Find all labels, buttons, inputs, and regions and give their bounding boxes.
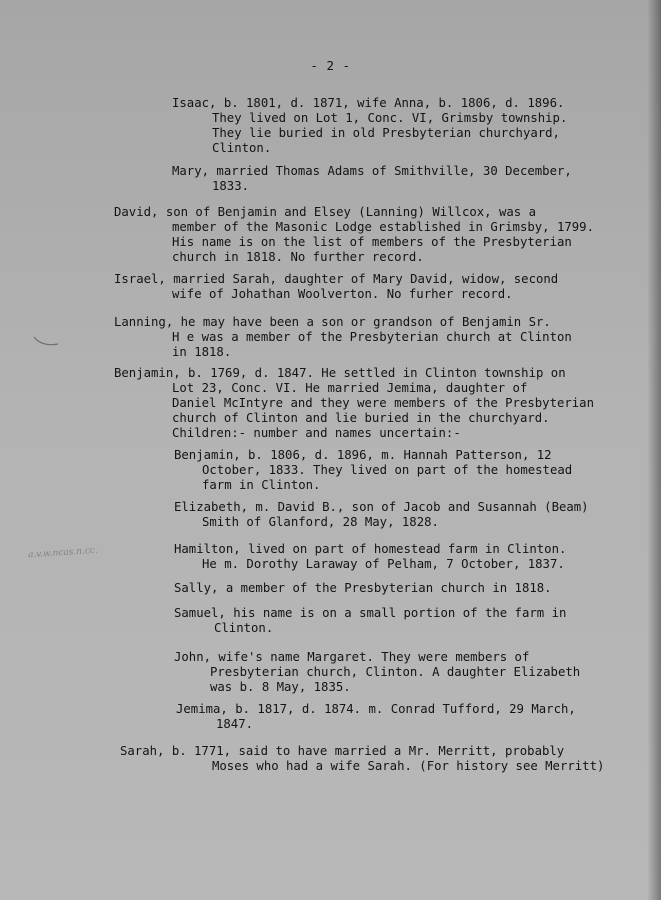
entry-line: Sarah, b. 1771, said to have married a Mr. Merritt, probably: [120, 744, 565, 758]
entry-line: member of the Masonic Lodge established in Grimsby, 1799.: [172, 220, 594, 234]
entry-line: church of Clinton and lie buried in the churchyard.: [172, 411, 550, 425]
entry-samuel: [174, 606, 566, 636]
entry-line: Samuel, his name is on a small portion of the farm in: [174, 606, 567, 620]
entry-line: John, wife's name Margaret. They were members of: [174, 650, 530, 664]
entry-line: Lanning, he may have been a son or grandson of Benjamin Sr.: [114, 315, 551, 329]
page-number: - 2 -: [310, 58, 351, 73]
entry-line: Children:- number and names uncertain:-: [172, 426, 461, 440]
entry-line: Mary, married Thomas Adams of Smithville, 30 December,: [172, 164, 572, 178]
entry-line: farm in Clinton.: [202, 478, 321, 492]
entry-line: Benjamin, b. 1806, d. 1896, m. Hannah Patterson, 12: [174, 448, 552, 462]
entry-line: Clinton.: [214, 621, 274, 635]
entry-line: David, son of Benjamin and Elsey (Lanning) Willcox, was a: [114, 205, 536, 219]
entry-jemima: [176, 702, 576, 732]
entry-elizabeth: [174, 500, 589, 530]
entry-david: [114, 205, 594, 265]
entry-line: His name is on the list of members of the Presbyterian: [172, 235, 572, 249]
entry-hamilton: [174, 542, 566, 572]
entry-line: October, 1833. They lived on part of the homestead: [202, 463, 573, 477]
entry-line: Clinton.: [212, 141, 272, 155]
entry-lanning: [114, 315, 572, 360]
entry-line: Jemima, b. 1817, d. 1874. m. Conrad Tufford, 29 March,: [176, 702, 576, 716]
entry-line: Smith of Glanford, 28 May, 1828.: [202, 515, 439, 529]
entry-isaac: [172, 96, 567, 156]
entry-line: They lived on Lot 1, Conc. VI, Grimsby township.: [212, 111, 568, 125]
entry-israel: [114, 272, 558, 302]
entry-line: H e was a member of the Presbyterian church at Clinton: [172, 330, 572, 344]
entry-line: Presbyterian church, Clinton. A daughter Elizabeth: [210, 665, 581, 679]
entry-line: They lie buried in old Presbyterian churchyard,: [212, 126, 560, 140]
entry-benjamin: [114, 366, 594, 441]
entry-sally: [174, 581, 552, 596]
entry-john: [174, 650, 580, 695]
entry-line: He m. Dorothy Laraway of Pelham, 7 October, 1837.: [202, 557, 565, 571]
entry-line: church in 1818. No further record.: [172, 250, 424, 264]
entry-line: Sally, a member of the Presbyterian church in 1818.: [174, 581, 552, 595]
entry-line: Lot 23, Conc. VI. He married Jemima, daughter of: [172, 381, 528, 395]
entry-line: Daniel McIntyre and they were members of the Presbyterian: [172, 396, 594, 410]
entry-benjamin-jr: [174, 448, 572, 493]
margin-pencil-mark: [32, 332, 62, 348]
page-edge-shadow: [647, 0, 661, 900]
entry-line: Elizabeth, m. David B., son of Jacob and Susannah (Beam): [174, 500, 589, 514]
entry-line: wife of Johathan Woolverton. No furher record.: [172, 287, 513, 301]
entry-line: Israel, married Sarah, daughter of Mary David, widow, second: [114, 272, 559, 286]
entry-line: Hamilton, lived on part of homestead farm in Clinton.: [174, 542, 567, 556]
entry-line: Benjamin, b. 1769, d. 1847. He settled in Clinton township on: [114, 366, 566, 380]
entry-line: Isaac, b. 1801, d. 1871, wife Anna, b. 1806, d. 1896.: [172, 96, 565, 110]
entry-sarah: [120, 744, 604, 774]
entry-line: 1833.: [212, 179, 250, 193]
entry-line: 1847.: [216, 717, 254, 731]
entry-line: was b. 8 May, 1835.: [210, 680, 351, 694]
margin-handwritten-note: a.v.w.ncas.n.cc.: [27, 545, 99, 561]
entry-line: in 1818.: [172, 345, 232, 359]
entry-mary: [172, 164, 572, 194]
entry-line: Moses who had a wife Sarah. (For history see Merritt): [212, 759, 605, 773]
